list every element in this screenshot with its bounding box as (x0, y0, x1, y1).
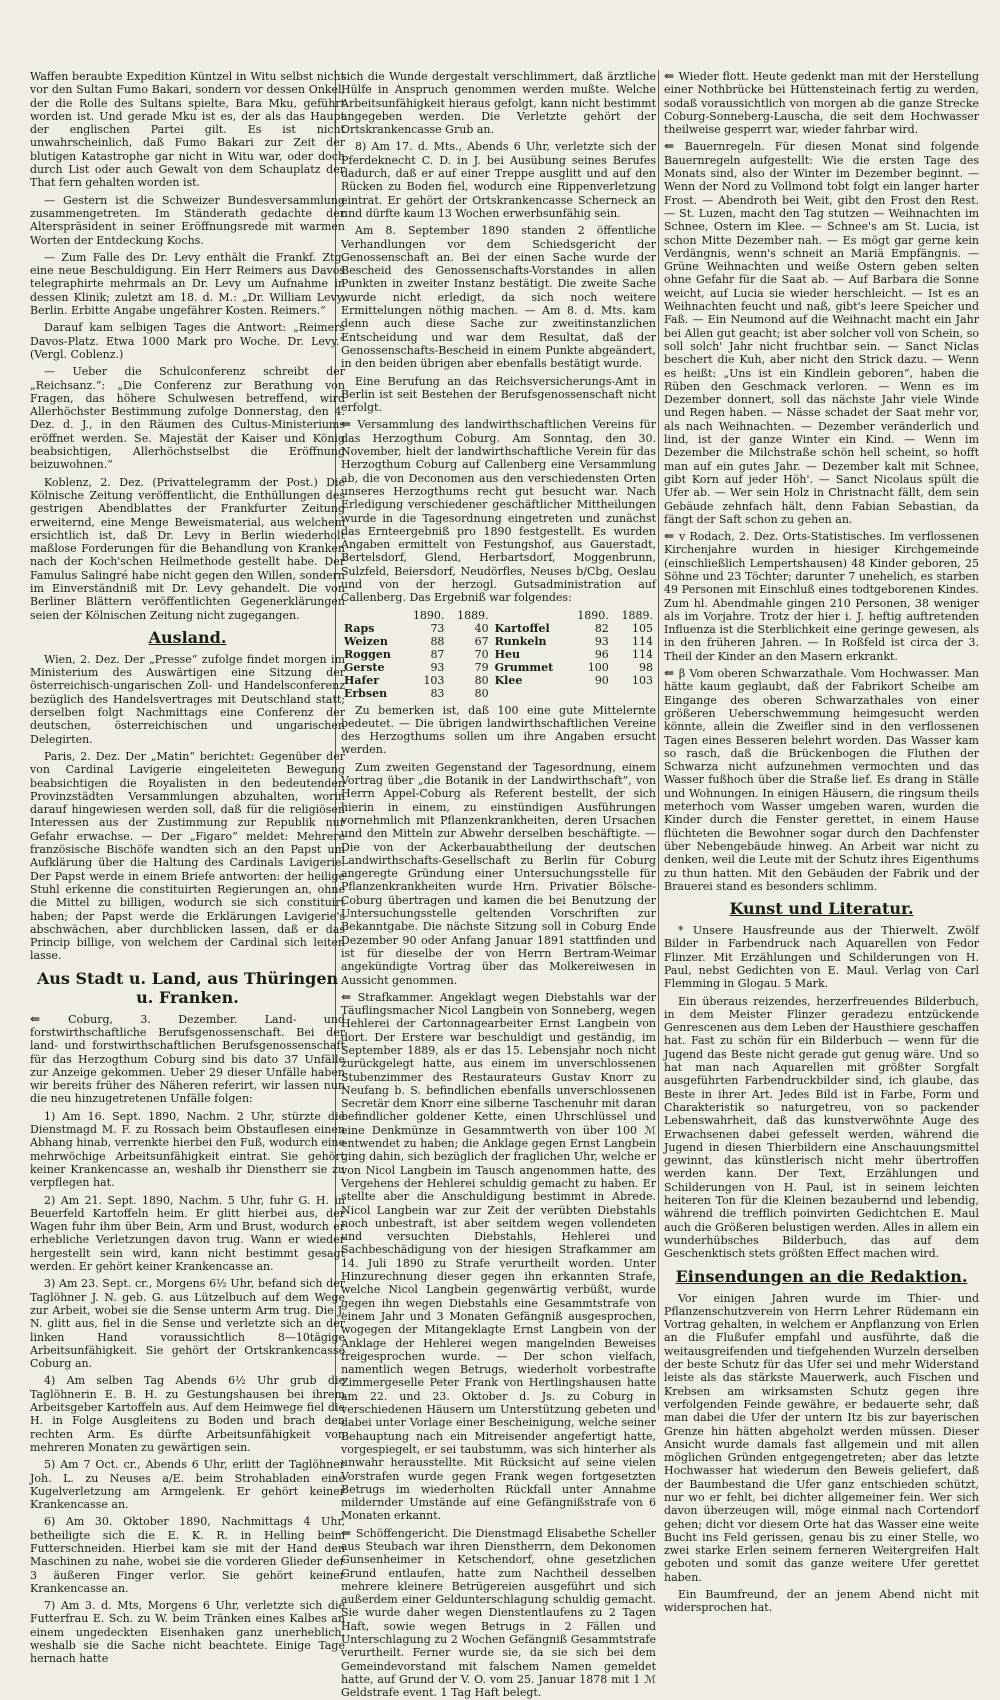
section-heading-ausland: Ausland. (148, 627, 227, 647)
table-cell: 103 (632, 673, 653, 687)
table-cell: 96 (594, 647, 609, 661)
table-cell: 70 (474, 647, 489, 661)
table-cell (492, 687, 568, 700)
article-paragraph: ⇐ Bauernregeln. Für diesen Monat sind folgende Bauernregeln aufgestellt: Wie die ersten Tage des Monats sind, also der Winter im Dezember beginnt. — Wenn der Nord zu Vollmond tobt folgt ein langer harter Frost. — Abendroth bei Weit, gibt den Frost den Rest. — St. Luzen, macht den Tag stutzen — Weihnachten im Schnee, Ostern im Klee. — Schnee's am St. Lucia, ist schon Mitte Dezember nah. — Es mögt gar gerne kein Verdängnis, wenn's schneit an Mariä Empfängnis. — Grüne Weihnachten und weiße Ostern geben selten ohne Gefahr für die Saat ab. — Auf Barbara die Sonne weicht, auf Lucia sie wieder herschleicht. — Ist es an Weihnachten feucht und naß, gibt's leere Speicher und Faß. — Ein Neumond auf die Weihnacht macht ein Jahr bei Allen gut geacht; ist aber solcher voll von Schein, so soll solch' Jahr nicht fruchtbar sein. — Sanct Niclas beschert die Kuh, aber nicht den Strick dazu. — Wenn es heißt: „Uns ist ein Kindlein geboren“, haben die Rüben den Geschmack verloren. — Wenn es im Dezember donnert, soll das nächste Jahr viele Winde und Regen haben. — Nässe schadet der Saat mehr vor, als nach Weihnachten. — Dezember veränderlich und lind, ist der ganze Winter ein Kind. — Wenn im Dezember die Milchstraße schön hell scheint, so hofft man auf ein gutes Jahr. — Dezember kalt mit Schnee, gibt Korn auf jeder Höh'. — Sanct Nicolaus spült die Ufer ab. — Wer sein Holz in Christnacht fällt, dem sein Gebäude zehnfach hält, denn Fabian Sebastian, da fängt der Saft schon zu gehen an. (664, 139, 979, 526)
table-header-row (341, 609, 656, 622)
arrow-icon: ⇐ (341, 417, 358, 432)
arrow-icon: ⇐ (664, 529, 680, 544)
article-paragraph: Paris, 2. Dez. Der „Matin“ berichtet: Gegenüber der von Cardinal Lavigerie eingeleiteten Bewegung beabsichtigen die Royalisten in den bedeutenden Provinzstädten Versammlungen abzuhalten, worin darauf hingewiesen werden soll, daß für die religiösen Interessen aus der Zustimmung zur Republik nur Gefahr erwachse. — Der „Figaro“ meldet: Mehrere französische Bischöfe wandten sich an den Papst um Aufklärung über die Haltung des Cardinals Lavigerie. Der Papst werde in einem Briefe antworten: der heilige Stuhl erkenne die constituirten Regierungen an, ohne die Mittel zu billigen, wodurch sie sich constituirt haben; der Papst werde die Erklärungen Lavigerie's abschwächen, aber durchblicken lassen, daß er das Princip billige, von welchem der Cardinal sich leiten lasse. (30, 749, 345, 963)
article-paragraph: Eine Berufung an das Reichsversicherungs-Amt in Berlin ist seit Bestehen der Berufsgenossenschaft nicht erfolgt. (341, 374, 656, 415)
table-cell: 79 (474, 660, 489, 674)
article-paragraph: 6) Am 30. Oktober 1890, Nachmittags 4 Uhr, betheiligte sich die E. K. R. in Helling beim Futterschneiden. Hierbei kam sie mit der Hand den Maschinen zu nahe, wobei sie die vorderen Glieder der 3 äußeren Finger verlor. Sie gehört keiner Krankencasse an. (30, 1515, 345, 1595)
article-paragraph: Am 8. September 1890 standen 2 öffentliche Verhandlungen vor dem Schiedsgericht der Genossenschaft an. Bei der einen Sache wurde der Bescheid des Genossenschafts-Vorstandes in allen Punkten in zweiter Instanz bestätigt. Die zweite Sache wurde nicht erledigt, da sich noch weitere Ermittelungen nöthig machen. — Am 8. d. Mts. kam denn auch diese Sache zur zweitinstanzlichen Entscheidung und war dem Resultat, daß der Genossenschafts-Bescheid in einem Punkte abgeändert, in den beiden übrigen aber ebenfalls bestätigt wurde. (341, 224, 656, 371)
arrow-icon: ⇐ (30, 1011, 69, 1026)
article-paragraph: sich die Wunde dergestalt verschlimmert, daß ärztliche Hülfe in Anspruch genommen werden mußte. Welche Arbeitsunfähigkeit hieraus gefolgt, kann nicht bestimmt angegeben werden. Die Verletzte gehört der Ortskrankencasse Grub an. (341, 70, 656, 137)
article-paragraph: 2) Am 21. Sept. 1890, Nachm. 5 Uhr, fuhr G. H. in Beuerfeld Kartoffeln heim. Er glitt hierbei aus, der Wagen fuhr ihm über Bein, Arm und Brust, wodurch er erhebliche Verletzungen davon trug. Wann er wieder hergestellt sein wird, kann nicht bestimmt gesagt werden. Er gehört keiner Krankencasse an. (30, 1193, 345, 1274)
article-paragraph: ⇐ v Rodach, 2. Dez. Orts-Statistisches. Im verflossenen Kirchenjahre wurden in hiesiger Kirchgemeinde (einschließlich Lempertshausen) 48 Kinder geboren, 25 Söhne und 23 Töchter; darunter 7 unehelich, es starben 49 Personen mit Einschluß eines todtgeborenen Kindes. Zum hl. Abendmahle gingen 210 Personen, 38 weniger als im Vorjahre. Trotz der hier i. J. heftig auftretenden Influenza ist die Sterblichkeit eine geringe gewesen, als in den früheren Jahren. — In Roßfeld ist circa der 3. Theil der Kinder an den Masern erkrankt. (664, 529, 980, 663)
article-paragraph: Zum zweiten Gegenstand der Tagesordnung, einem Vortrag über „die Botanik in der Landwirthschaft“, von Herrn Appel-Coburg als Referent bestellt, der sich hierin in einem, zu einstündigen Ausführungen vornehmlich mit Pflanzenkrankheiten, deren Ursachen und den Mitteln zur Abwehr derselben beschäftigte. — Die von der Ackerbauabtheilung der deutschen Landwirthschafts-Gesellschaft zu Berlin für Coburg angeregte Gründung einer Untersuchungsstelle für Pflanzenkrankheiten wurde Hrn. Privatier Bölsche-Coburg übertragen und kamen die bei Benutzung der Untersuchungsstelle geltenden Vorschriften zur Bekanntgabe. Die nächste Sitzung soll in Coburg Ende Dezember 90 oder Anfang Januar 1891 stattfinden und ist für dieselbe der von Herrn Bertram-Weimar angekündigte Vortrag über das Molkereiwesen in Aussicht genommen. (341, 760, 656, 987)
table-cell: 90 (594, 673, 609, 687)
article-paragraph: ⇐ Coburg, 3. Dezember. Land- und forstwirthschaftliche Berufsgenossenschaft. Bei der land- und forstwirthschaftlichen Berufsgenossenschaft für das Herzogthum Coburg sind bis dato 37 Unfälle zur Anzeige gekommen. Ueber 29 dieser Unfälle haben wir bereits früher des Näheren referirt, wir lassen nun die neu hinzugetretenen Unfälle folgen: (30, 1011, 346, 1106)
table-row (341, 661, 656, 674)
column-1 (30, 70, 346, 1666)
article-paragraph: ⇐ Versammlung des landwirthschaftlichen Vereins für das Herzogthum Coburg. Am Sonntag, den 30. November, hielt der landwirthschaftliche Verein für das Herzogthum Coburg auf Callenberg eine Versammlung ab, die von Deconomen aus den verschiedensten Orten unseres Herzogthums recht gut besucht war. Nach Erledigung verschiedener geschäftlicher Mittheilungen wurde in die Tagesordnung eingetreten und zunächst das Ernteergebniß pro 1890 festgestellt. Es wurden Angaben ermittelt von Festungshof, aus Gauerstadt, Bertelsdorf, Glend, Herbartsdorf, Moggenbrunn, Sulzfeld, Beiersdorf, Neudörfles, Neuses b/Cbg, Oeslau und von der herzogl. Gutsadministration auf Callenberg. Das Ergebniß war folgendes: (341, 417, 657, 605)
table-cell: 80 (474, 686, 489, 700)
table-cell: 80 (474, 673, 489, 687)
table-cell: 103 (423, 673, 445, 687)
article-signature: Ein Baumfreund, der an jenem Abend nicht mit widersprochen hat. (664, 1588, 979, 1615)
table-row (341, 648, 656, 661)
table-row (341, 635, 656, 648)
article-paragraph: ⇐ β Vom oberen Schwarzathale. Vom Hochwasser. Man hätte kaum geglaubt, daß der Fabrikort Scheibe am Eingange des oberen Schwarzathales von einer größeren Ueberschwemmung heimgesucht werden könnte, allein die Zweifler sind in den verflossenen Tagen eines Besseren belehrt worden. Das Wasser kam so rasch, daß die Brückenbogen die Fluthen der Schwarza nicht aufzunehmen vermochten und das Wasser fußhoch über die Straße lief. Es drang in Ställe und Wohnungen. In einigen Häusern, die ringsum theils meterhoch vom Wasser umgeben waren, wurden die Kinder durch die Fenster gerettet, in einem Hause flüchteten die Bewohner sogar durch den Dachfenster über Nebengebäude hinweg. An Arbeit war nicht zu denken, weil die Leute mit der Schutz ihres Eigenthums zu thun hatten. Mit den Gebäuden der Fabrik und der Brauerei stand es besonders schlimm. (664, 666, 979, 893)
table-cell: 105 (632, 621, 653, 635)
table-header-cell: 1889. (621, 608, 653, 622)
article-paragraph: ⇐ Wieder flott. Heute gedenkt man mit der Herstellung einer Nothbrücke bei Hüttensteinach fertig zu werden, sodaß voraussichtlich von morgen ab die ganze Strecke Coburg-Sonneberg-Lauscha, die seit dem Hochwasser theilweise gesperrt war, wieder fahrbar wird. (664, 69, 979, 137)
table-cell: 93 (594, 634, 609, 648)
column-3 (664, 69, 980, 1615)
article-paragraph: 7) Am 3. d. Mts, Morgens 6 Uhr, verletzte sich die Futterfrau E. Sch. zu W. beim Tränken eines Kalbes an einem ungedeckten Eisenhaken ganz unerheblich, weshalb sie die Sache nicht beachtete. Einige Tage hernach hatte (30, 1599, 345, 1666)
table-cell (568, 687, 612, 700)
article-paragraph: — Zum Falle des Dr. Levy enthält die Frankf. Ztg. eine neue Beschuldigung. Ein Herr Reimers aus Davos telegraphirte mehrmals an Dr. Levy um Aufnahme in dessen Klinik; zuletzt am 18. d. M.: „Dr. William Levy, Berlin. Erbitte Angabe ungefährer Kosten. Reimers.“ (30, 250, 345, 318)
table-header-cell: 1890. (412, 608, 445, 622)
table-header-cell (341, 609, 403, 622)
table-cell: 82 (594, 621, 609, 635)
table-cell: 87 (430, 647, 445, 661)
table-cell: 40 (474, 621, 489, 635)
table-cell: 98 (639, 660, 653, 674)
article-paragraph: ⇐ Strafkammer. Angeklagt wegen Diebstahls war der Täuflingsmacher Nicol Langbein von Sonneberg, wegen Hehlerei der Cartonnagearbeiter Ernst Langbein von dort. Der Erstere war beschuldigt und geständig, im September 1889, als er das 15. Lebensjahr noch nicht zurückgelegt hatte, aus einem im unverschlossenen Stubenzimmer des Restaurateurs Gustav Knorr zu Neufang b. S. befindlichen ebenfalls unverschlossenen Secretär dem Knorr eine silberne Taschenuhr mit daran befindlicher goldener Kette, einen Uhrschlüssel und eine Denkmünze in Gesammtwerth von über 100 ℳ entwendet zu haben; die Anklage gegen Ernst Langbein ging dahin, sich bezüglich der fraglichen Uhr, welche er von Nicol Langbein im Tausch angenommen hatte, des Vergehens der Hehlerei schuldig gemacht zu haben. Er stellte aber die Anschuldigung bestimmt in Abrede. Nicol Langbein war zur Zeit der verübten Diebstahls noch unbestraft, ist aber seitdem wegen vollendeten und versuchten Diebstahls, Hehlerei und Sachbeschädigung von der hiesigen Strafkammer am 14. Juli 1890 zu Strafe verurtheilt worden. Unter Hinzurechnung dieser gegen ihn erkannten Strafe, welche Nicol Langbein gegenwärtig verbüßt, wurde gegen ihn wegen Diebstahls eine Gesammtstrafe von einem Jahr und 3 Monaten Gefängniß ausgesprochen, wogegen der Mitangeklagte Ernst Langbein von der Anklage der Hehlerei wegen mangelnden Beweises freigesprochen wurde. — Der schon vielfach, namentlich wegen Betrugs, wiederholt vorbestrafte Zimmergeselle Peter Frank von Hertlingshausen hatte am 22. und 23. Oktober d. Js. zu Coburg in verschiedenen Häusern um Unterstützung gebeten und dabei unter Vorlage einer Bescheinigung, welche seiner Behauptung nach ein Mitreisender angefertigt hatte, vorgespiegelt, er sei taubstumm, was sich hinterher als unwahr herausstellte. Mit Rücksicht auf seine vielen Vorstrafen wurde gegen Frank wegen fortgesetzten Betrugs im wiederholten Rückfall unter Annahme mildernder Umstände auf eine Gefängnißstrafe von 6 Monaten erkannt. (341, 989, 656, 1523)
harvest-table (341, 609, 656, 700)
table-header-cell: 1889. (457, 608, 489, 622)
table-cell: Grummet (494, 660, 554, 674)
column-rule (658, 70, 659, 1410)
article-paragraph: Koblenz, 2. Dez. (Privattelegramm der Post.) Die Kölnische Zeitung veröffentlicht, die Enthüllungen des gestrigen Abendblattes der Frankfurter Zeitung erweiternd, eine Menge Beweismaterial, aus welchem ersichtlich ist, daß Dr. Levy in Berlin wiederholt maßlose Forderungen für die Behandlung von Kranken nach der Koch'schen Heilmethode gestellt habe. Der Famulus Salingré habe nicht gegen den Willen, sondern im Einverständniß mit Dr. Levy gehandelt. Die von Berliner Blättern veröffentlichten Gegenerklärungen seien der Kölnischen Zeitung nicht zugegangen. (30, 475, 345, 622)
table-cell: Roggen (344, 647, 391, 661)
table-header-cell: 1890. (577, 608, 609, 622)
table-row (341, 674, 656, 687)
article-paragraph: Ein überaus reizendes, herzerfreuendes Bilderbuch, in dem Meister Flinzer geradezu entzückende Genrescenen aus dem Leben der Hausthiere geschaffen hat. Fast zu schön für ein Bilderbuch — wenn für die Jugend das Beste nicht gerade gut genug wäre. Und so hat man nach Aquarellen mit größter Sorgfalt ausgeführten Farbendruckbilder sind, ich glaube, das Beste in ihrer Art. Jedes Bild ist in Farbe, Form und Charakteristik so naturgetreu, von so packender Lebenswahrheit, daß das kunstverwöhnte Auge des Erwachsenen dabei gefesselt werden, während die Jugend in diesen Thierbildern eine Anschauungsmittel gewinnt, das künstlerisch nicht mehr übertroffen werden kann. Der Text, Erzählungen und Schilderungen von H. Paul, ist in seinem leichten heiteren Ton für die Kleinen bezaubernd und lebendig, während die trefflich poinvirten Gedichtchen E. Maul auch die Größeren belustigen werden. Alles in allem ein wunderhübsches Bilderbuch, das auf dem Geschenktisch stets größten Effect machen wird. (664, 994, 979, 1261)
article-paragraph: 8) Am 17. d. Mts., Abends 6 Uhr, verletzte sich der Pferdeknecht C. D. in J. bei Ausübung seines Berufes dadurch, daß er auf einer Treppe ausglitt und auf den Rücken zu Boden fiel, wodurch eine Rippenverletzung eintrat. Er gehört der Ortskrankencasse Scherneck an und dürfte kaum 13 Wochen erwerbsunfähig sein. (341, 140, 656, 220)
article-paragraph: 5) Am 7 Oct. cr., Abends 6 Uhr, erlitt der Taglöhner Joh. L. zu Neuses a/E. beim Strohabladen eine Kugelverletzung am Armgelenk. Er gehört keiner Krankencasse an. (30, 1458, 345, 1512)
arrow-icon: ⇐ (341, 1525, 356, 1540)
table-cell: 73 (430, 621, 445, 635)
table-cell: Kartoffel (494, 621, 550, 635)
table-cell: 67 (474, 634, 489, 648)
table-cell: Hafer (344, 673, 380, 687)
table-cell: Raps (344, 621, 375, 635)
section-heading-local: Aus Stadt u. Land, aus Thüringen u. Franken. (36, 968, 339, 1007)
column-2 (341, 70, 657, 1700)
table-header-cell (492, 609, 568, 622)
table-cell: 93 (430, 660, 445, 674)
article-paragraph: Darauf kam selbigen Tages die Antwort: „Reimers Davos-Platz. Etwa 1000 Mark pro Woche. Dr. Levy.“ (Vergl. Coblenz.) (30, 321, 345, 361)
table-cell: 114 (632, 634, 653, 648)
article-paragraph: 1) Am 16. Sept. 1890, Nachm. 2 Uhr, stürzte die Dienstmagd M. F. zu Rossach beim Obstauflesen einen Abhang hinab, verrenkte hierbei den Fuß, wodurch eine mehrwöchige Arbeitsunfähigkeit eintrat. Sie gehört keiner Krankencasse an, weshalb ihr Dienstherr sie zu verpflegen hat. (30, 1109, 345, 1190)
table-cell: Gerste (344, 660, 385, 674)
article-paragraph: 4) Am selben Tag Abends 6½ Uhr grub die Taglöhnerin E. B. H. zu Gestungshausen bei ihrem Arbeitsgeber Kartoffeln aus. Auf dem Heimwege fiel die H. in Folge Ausgleitens zu Boden und brach den rechten Arm. Es dürfte Arbeitsunfähigkeit von mehreren Monaten zu gewärtigen sein. (30, 1374, 345, 1454)
table-cell: 88 (430, 634, 445, 648)
section-heading-einsendungen: Einsendungen an die Redaktion. (675, 1266, 968, 1286)
table-cell: Klee (494, 673, 523, 687)
table-cell: Weizen (344, 634, 388, 648)
table-cell: Erbsen (344, 686, 388, 700)
table-cell (612, 687, 656, 700)
arrow-icon: ⇐ (664, 69, 679, 83)
table-row (341, 622, 656, 635)
table-cell: Runkeln (494, 634, 547, 648)
table-cell: Heu (494, 647, 520, 661)
arrow-icon: ⇐ (341, 989, 358, 1004)
arrow-icon: ⇐ (664, 666, 679, 681)
section-heading-kunst: Kunst und Literatur. (729, 899, 914, 919)
article-paragraph: * Unsere Hausfreunde aus der Thierwelt. Zwölf Bilder in Farbendruck nach Aquarellen von Fedor Flinzer. Mit Erzählungen und Schilderungen von H. Paul, nebst Gedichten von E. Maul. Verlag von Carl Flemming in Glogau. 5 Mark. (664, 924, 979, 991)
article-paragraph: — Ueber die Schulconferenz schreibt der „Reichsanz.“: „Die Conferenz zur Berathung von Fragen, das höhere Schulwesen betreffend, wird Allerhöchster Bestimmung zufolge Donnerstag, den 4. Dez. d. J., in den Räumen des Cultus-Ministeriums eröffnet werden. Se. Majestät der Kaiser und König beabsichtigen, Allerhöchstselbst die Eröffnung beizuwohnen.“ (30, 365, 345, 472)
article-paragraph: Zu bemerken ist, daß 100 eine gute Mittelernte bedeutet. — Die übrigen landwirthschaftlichen Vereine des Herzogthums sollen um ihre Angaben ersucht werden. (341, 703, 656, 757)
article-paragraph: 3) Am 23. Sept. cr., Morgens 6½ Uhr, befand sich der Taglöhner J. N. geb. G. aus Lützelbuch auf dem Wege zur Arbeit, wobei sie die Sense unterm Arm trug. Die J. N. glitt aus, fiel in die Sense und verletzte sich an der linken Hand voraussichtlich 8—10tägige Arbeitsunfähigkeit. Sie gehört der Ortskrankencasse Coburg an. (30, 1277, 345, 1371)
table-cell: 100 (587, 660, 609, 674)
article-paragraph: Wien, 2. Dez. Der „Presse“ zufolge findet morgen im Ministerium des Auswärtigen eine Sitzung der österreichisch-ungarischen Zoll- und Handelsconferenz bezüglich des Handelsvertrages mit Deutschland statt; derselben folgt Nachmittags eine Conferenz der deutschen, österreichischen und ungarischen Delegirten. (30, 652, 345, 746)
article-paragraph: Vor einigen Jahren wurde im Thier- und Pflanzenschutzverein von Herrn Lehrer Rüdemann ein Vortrag gehalten, in welchem er Anpflanzung von Erlen an die Flußufer empfahl und ausführte, daß die weitausgreifenden und tiefgehenden Wurzeln derselben der beste Schutz für das Ufer sei und mehr Widerstand leiste als das stärkste Mauerwerk, auch Fischen und Krebsen am wirksamsten Schutz gegen ihre verfolgenden Feinde gewähre, er bedauerte sehr, daß man dabei die Ufer der untern Itz bis zur bayerischen Grenze hin hätten abgeholzt werden müssen. Dieser Ansicht wurde damals fast allgemein und mit allen möglichen Gründen entgegengetreten; aber das letzte Hochwasser hat wiederum den Beweis geliefert, daß der Baumbestand die Ufer ganz entschieden schützt, nur wo er fehlt, bei dichter allgemeiner fein. Wer sich davon überzeugen will, möge einmal nach Cortendorf gehen; dicht vor diesem Orte hat das Wasser eine weite Bucht ins Feld gerissen, genau bis zu einer Stelle, wo zwei starke Erlen seinem ferneren Weitergreifen Halt geboten und somit das ganze weitere Ufer gerettet haben. (664, 1291, 979, 1584)
table-cell: 83 (430, 686, 445, 700)
arrow-icon: ⇐ (664, 139, 685, 154)
table-row (341, 687, 656, 700)
article-paragraph: — Gestern ist die Schweizer Bundesversammlung zusammengetreten. Im Ständerath gedachte der Alterspräsident in seiner Eröffnungsrede mit warmen Worten der Entdeckung Kochs. (30, 193, 345, 247)
article-paragraph: Waffen beraubte Expedition Küntzel in Witu selbst nicht vor den Sultan Fumo Bakari, sondern vor dessen Onkel, der die Rolle des Sultans spielte, Bara Mku, geführt worden ist. Und gerade Mku ist es, der als das Haupt der englischen Partei gilt. Es ist nicht unwahrscheinlich, daß Fumo Bakari zur Zeit der blutigen Katastrophe gar nicht in Witu war, oder doch durch List oder auch Gewalt von dem Schauplatz der That fern gehalten worden ist. (30, 70, 345, 190)
table-cell: 114 (632, 647, 653, 661)
article-paragraph: ⇐ Schöffengericht. Die Dienstmagd Elisabethe Scheller aus Steubach war ihren Dienstherrn, dem Dekonomen Gunsenheimer in Ketschendorf, ohne gesetzlichen Grund entlaufen, hatte zum Nachtheil desselben mehrere kleinere Betrügereien ausgeführt und sich außerdem einer Geldunterschlagung schuldig gemacht. Sie wurde daher wegen Dienstentlaufens zu 2 Tagen Haft, sowie wegen Betrugs in 2 Fällen und Unterschlagung zu 2 Wochen Gefängniß Gesammtstrafe verurtheilt. Ferner wurde sie, da sie sich bei dem Gemeindevorstand mit falschem Namen gemeldet hatte, auf Grund der V. O. vom 25. Januar 1878 mit 1 ℳ Geldstrafe event. 1 Tag Haft belegt. (341, 1525, 657, 1700)
